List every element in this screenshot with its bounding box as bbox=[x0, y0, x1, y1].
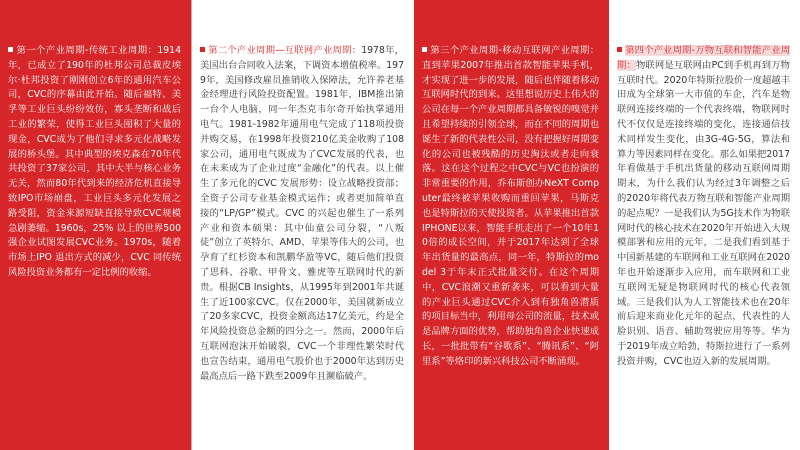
panel-mobile-internet-cycle bbox=[414, 0, 609, 450]
panel-heading: 第四个产业周期-万物互联和智能产业周期： bbox=[617, 45, 790, 71]
panel-text bbox=[200, 44, 404, 384]
square-bullet-icon bbox=[617, 47, 622, 52]
panel-iot-ai-cycle bbox=[609, 0, 800, 450]
panel-text bbox=[8, 44, 181, 281]
square-bullet-icon bbox=[8, 47, 13, 52]
panel-text bbox=[617, 44, 790, 370]
panel-heading: 第三个产业周期-移动互联网产业周期： bbox=[430, 45, 599, 56]
square-bullet-icon bbox=[200, 47, 205, 52]
panel-heading: 第二个产业周期—互联网产业周期： bbox=[208, 45, 362, 56]
panel-text bbox=[422, 44, 599, 370]
square-bullet-icon bbox=[422, 47, 427, 52]
panel-body: 1978年，美国出台合同收入法案，下调资本增值税率。1979年，美国修改雇员推销收入保障法，允许养老基金经理进行风险投资配置。1981年，IBM推出第一台个人电脑，同一年杰克韦尔奇开始执掌通用电气。1981-1982年通用电气完成了118项投资并购交易，在1998年投资210亿美金收购了108家公司，通用电气既成为了CVC发展的代表，也在未来成为了企业过度“金融化”的代表。以上催生了多元化的CVC 发展形势：设立战略投资部；全资子公司专业基金模式运作；或者更加简单直接的“LP/GP”模式。CVC 的兴起也催生了一系列产业和资本硕果：其中仙童公司分裂，“八叛徒”创立了英特尔、AMD、苹果等伟大的公司，也孕育了红杉资本和凯鹏华盈等VC，随后他们投资了思科、谷歌、甲骨文、雅虎等互联网时代的新贵。根据CB Insights，从1995年到2001年共诞生了近100家CVC。仅在2000年，美国就新成立了20多家CVC，投资金额高达17亿美元，约是全年风险投资总金额的四分之一。然而，2000年后互联网泡沫开始破裂，CVC一个非理性繁荣时代也宣告结束，通用电气股价也于2000年达到历史最高点后一路下跌至2009年且濒临破产。 bbox=[200, 45, 404, 382]
panel-heading: 第一个产业周期-传统工业周期： bbox=[16, 45, 158, 56]
panel-body: 直到苹果2007年推出首款智能苹果手机，才实现了进一步的发展，随后也伴随着移动互联网时代的到来。这里想说历史上伟大的公司在每一个产业周期都具备敏锐的嗅觉并且希望持续的引领全球，而在不同的周期也诞生了新的代表性公司，没有把握好周期变化的公司也被残酷的历史淘汰或者走向衰落。这在这个过程之中CVC与VC也扮演的非常重要的作用，乔布斯创办NeXT Computer最终被苹果收购而重回苹果，马斯克也是特斯拉的天使投资者。从苹果推出首款IPHONE以来，智能手机走出了一个10年10倍的成长空间，并于2017年达到了全球年出货量的最高点，同一年，特斯拉的model 3于年末正式批量交付。在这个周期中，CVC浪潮又重新袭来，可以看到大量的产业巨头通过CVC介入到有独角兽潜质的项目标当中，利用母公司的流量，技术或是品牌方面的优势，帮助独角兽企业快速成长，一批批带有“谷歌系”、“腾讯系”、“阿里系”等烙印的新兴科技公司不断涌现。 bbox=[422, 59, 599, 367]
panel-body: 1914年，已成立了190年的杜邦公司总裁皮埃尔·杜邦投资了刚刚创立6年的通用汽车公司，CVC的序幕由此开始。随后福特、美孚等工业巨头纷纷效仿，寡头垄断和战后工业的繁荣，使得工业巨头囤积了大量的现金，CVC成为了他们寻求多元化战略发展的桥头堡。其中典型的埃克森在70年代共投资了37家公司，其中大半与核心业务无关，然而80年代到来的经济危机直接导致IPO市场崩盘，工业巨头多元化发展之路受阻，资金来源短缺直接导致CVC规模急剧萎缩。1960s，25% 以上的世界500强企业试图发展CVC业务。1970s，随着市场上IPO 退出方式的减少，CVC 同传统风险投资业务都有一定比例的收缩。 bbox=[8, 45, 181, 278]
panel-body: 物联网是互联网由PC到手机再到万物互联时代。2020年特斯拉股价一度超越丰田成为全球第一大市值的车企，汽车是物联网连接终端的一个代表终端，物联网时代不仅仅是连接终端的变化，连接通信技术同样发生变化，由3G-4G-5G，算法和算力等因素同样在变化。那么如果把2017年看做基于手机出货量的移动互联网周期期末，为什么我们认为经过3年调整之后的2020年将代表万物互联和智能产业周期的起点呢？一是我们认为5G技术作为物联网时代的核心技术在2020年开始进入大规模部署和应用的元年，二是我们看到基于中国新基建的车联网和工业互联网在2020年也开始逐渐步入应用，而车联网和工业互联网无疑是物联网时代的核心代表领域。三是我们认为人工智能技术也在20年前后迎来商业化元年的起点，代表性的人脸识别、语音、辅助驾驶应用等等。华为于2019年成立哈勃，特斯拉进行了一系列投资并购，CVC也迈入新的发展周期。 bbox=[617, 59, 790, 367]
panel-internet-cycle bbox=[191, 0, 414, 450]
panel-industrial-cycle bbox=[0, 0, 191, 450]
